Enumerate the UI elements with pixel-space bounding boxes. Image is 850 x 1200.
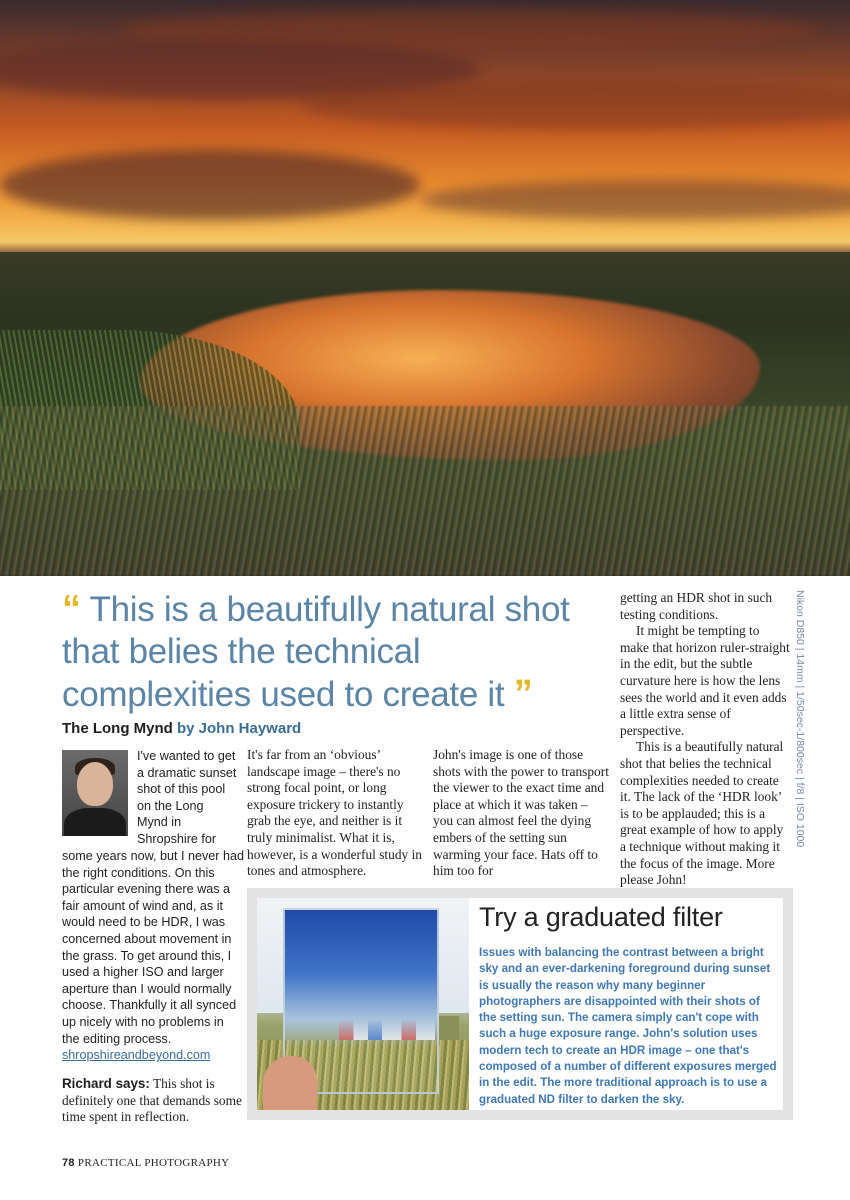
pull-quote [62,588,582,716]
magazine-name: PRACTICAL PHOTOGRAPHY [77,1157,230,1169]
graduated-filter-sidebar [247,888,793,1120]
page-number: 78 [62,1157,75,1169]
open-quote-mark: “ [62,588,81,630]
sidebar-title: Try a graduated filter [479,902,723,932]
richard-says [62,1076,242,1126]
exif-caption [790,590,808,848]
exif-text: Nikon D850 | 14mm | 1/50sec-1/800sec | f/8 | ISO 1000 [794,590,806,848]
photographer-website-link[interactable]: shropshireandbeyond.com [62,1048,211,1063]
image-title: The Long Mynd [62,720,173,737]
sidebar-text: Issues with balancing the contrast between a bright sky and an ever-darkening foreground during sunset is usually the reason why many beginner photographers are disappointed with their shots of the setting sun. The camera simply can't cope with such a huge exposure range. John's solution uses modern tech to create an HDR image – one that's composed of a number of different exposures merged in the edit. The more traditional approach is to use a graduated ND filter to darken the sky. [479,946,777,1106]
critique-column-4 [620,590,790,889]
critique-paragraph-1: getting an HDR shot in such testing conditions. [620,590,773,622]
close-quote-mark: ” [513,673,533,715]
photographer-portrait [62,750,128,836]
photographer-body [62,848,244,1064]
page-footer [62,1157,229,1169]
critique-column-3: John's image is one of those shots with the power to transport the viewer to the exact time and place at which it was taken – you can almost feel the dying embers of the setting sun warming your face. Hats off to him too for [433,747,609,879]
pull-quote-text: This is a beautifully natural shot that belies the technical complexities used to create it [62,590,570,714]
critique-paragraph-2: It might be tempting to make that horizon ruler-straight in the edit, but the subtle curvature here is how the lens sees the world and it even adds a little extra sense of perspective. [620,623,790,738]
graduated-filter-photo [257,898,469,1110]
critique-column-2: It's far from an ‘obvious’ landscape image – there's no strong focal point, or long exposure trickery to instantly grab the eye, and neither is it truly minimalist. What it is, however, is a wonderful study in tones and atmosphere. [247,747,422,879]
photographer-intro: I've wanted to get a dramatic sunset shot of this pool on the Long Mynd in Shropshire for [137,749,237,846]
author-name: by John Hayward [177,720,302,737]
critique-paragraph-3: This is a beautifully natural shot that belies the technical complexities needed to create it. The lack of the ‘HDR look’ is to be applauded; this is a great example of how to apply a technique without making it the focus of the image. More please John! [620,739,784,888]
richard-says-text: This shot is definitely one that demands some time spent in reflection. [62,1076,242,1125]
byline [62,720,301,737]
richard-says-label: Richard says: [62,1076,150,1091]
hero-landscape-photo [0,0,850,576]
photographer-body-text: some years now, but I never had the right conditions. On this particular evening there was a fair amount of wind and, as it would need to be HDR, I was concerned about movement in the grass. To get around this, I used a higher ISO and larger aperture than I would normally choose. Thankfully it all synced up nicely with no problems in the editing process. [62,849,245,1046]
